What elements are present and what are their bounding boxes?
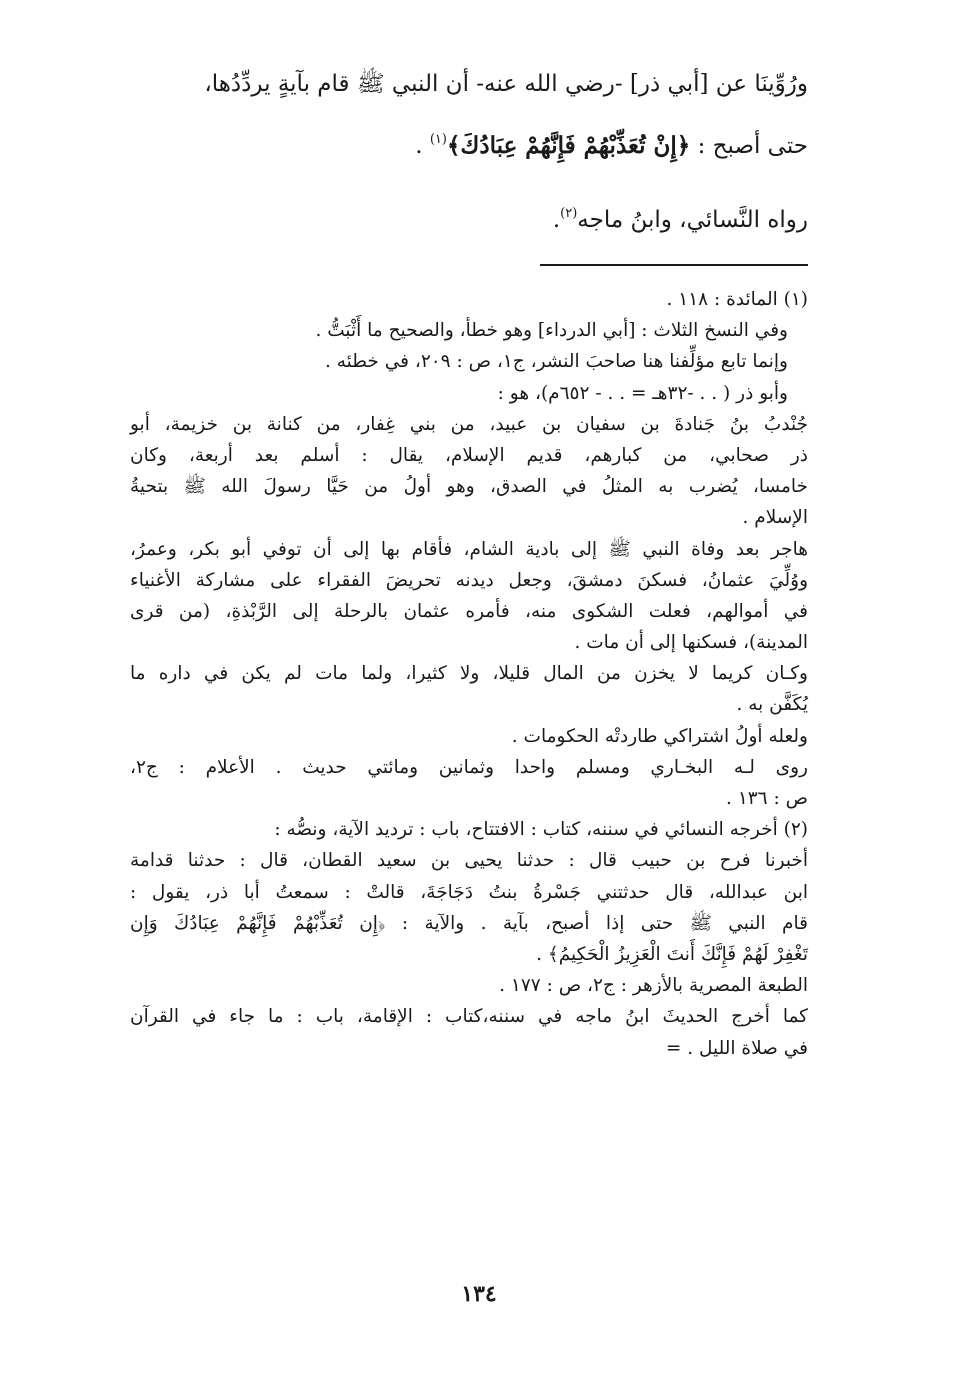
- footnote-line: ووُلِّيَ عثمانُ، فسكنَ دمشقَ، وجعل ديدنه تحريضَ الفقراء على مشاركة الأغنياء: [130, 569, 808, 591]
- main-line-3-suffix: .: [552, 207, 561, 233]
- footnote-line: وأبو ذر ( . . -٣٢هـ = . . - ٦٥٢م)، هو :: [497, 382, 788, 404]
- quran-verse: ﴿إِنْ تُعَذِّبْهُمْ فَإِنَّهُمْ عِبَادُكَ﴾: [446, 132, 691, 159]
- footnote-ref-1[interactable]: (١): [429, 132, 447, 147]
- footnote-line: خامسا، يُضرب به المثلُ في الصدق، وهو أولُ من حَيَّا رسولَ الله ﷺ بتحيةُ: [130, 476, 808, 498]
- page-number: ١٣٤: [461, 1281, 497, 1307]
- footnote-line: ابن عبدالله، قال حدثتني جَسْرةُ بنتُ دَجَاجَةَ، قالتْ : سمعتُ أبا ذر، يقول :: [130, 881, 808, 903]
- footnote-line: ذر صحابي، من كبارهم، قديم الإسلام، يقال : أسلم بعد أربعة، وكان: [130, 444, 808, 466]
- footnote-line: أخبرنا فرح بن حبيب قال : حدثنا يحيى بن سعيد القطان، قال : حدثنا قدامة: [130, 850, 808, 872]
- footnote-line: (١) المائدة : ١١٨ .: [666, 289, 808, 310]
- footnote-line: وإنما تابع مؤلِّفنا هنا صاحبَ النشر، ج١، ص : ٢٠٩، في خطئه .: [324, 351, 788, 373]
- footnote-line: (٢) أخرجه النسائي في سننه، كتاب : الافتتاح، باب : ترديد الآية، ونصُّه :: [274, 819, 808, 841]
- footnote-divider: [540, 264, 808, 266]
- main-line-2-prefix: حتى أصبح :: [690, 133, 808, 159]
- footnote-line: تَغْفِرْ لَهُمْ فَإِنَّكَ أَنتَ الْعَزِيزُ الْحَكِيمُ﴾ .: [536, 943, 808, 965]
- footnote-line: ص : ١٣٦ .: [726, 788, 808, 809]
- footnote-line: وكـان كريما لا يخزن من المال قليلا، ولا كثيرا، ولما مات لم يكن في داره ما: [130, 663, 808, 685]
- footnote-line: الطبعة المصرية بالأزهر : ج٢، ص : ١٧٧ .: [499, 975, 808, 997]
- main-text-line: [148, 186, 808, 242]
- footnote-line: كما أخرج الحديثَ ابنُ ماجه في سننه،كتاب : الإقامة، باب : ما جاء في القرآن: [130, 1006, 808, 1028]
- footnote-line: هاجر بعد وفاة النبي ﷺ إلى بادية الشام، فأقام بها إلى أن توفي أبو بكر، وعمرُ،: [130, 538, 808, 560]
- footnote-line: في صلاة الليل . =: [665, 1037, 808, 1059]
- main-text: [148, 56, 808, 242]
- main-line-3: رواه النَّسائي، وابنُ ماجه: [577, 207, 808, 233]
- footnote-line: جُنْدبُ بنُ جَنادةَ بن سفيان بن عبيد، من بني غِفار، من كنانة بن خزيمة، أبو: [130, 413, 808, 435]
- footnote-line: الإسلام .: [742, 507, 808, 529]
- footnotes: [130, 284, 808, 1064]
- main-text-line: [148, 56, 808, 112]
- footnote-line: وفي النسخ الثلاث : [أبي الدرداء] وهو خطأ، والصحيح ما أَثْبَتُّ .: [315, 320, 788, 342]
- footnote-line: يُكَفَّن به .: [736, 694, 808, 716]
- footnote-line: المدينة)، فسكنها إلى أن مات .: [574, 632, 808, 654]
- main-line-1: ورُوِّينَا عن [أبي ذر] -رضي الله عنه- أن النبي ﷺ قام بآيةٍ يردِّدُها،: [204, 71, 808, 97]
- main-line-2-suffix: .: [415, 133, 430, 159]
- footnote-line: ولعله أولُ اشتراكي طاردتْه الحكومات .: [511, 725, 808, 747]
- footnote-line: قام النبي ﷺ حتى إذا أصبح، بآية . والآية : ﴿إِن تُعَذِّبْهُمْ فَإِنَّهُمْ عِبَادُكَ وَإِن: [130, 912, 808, 934]
- footnote-line: روى لـه البخـاري ومسلم واحدا وثمانين ومائتي حديث . الأعلام : ج٢،: [130, 756, 808, 778]
- footnote-line: في أموالهم، فعلت الشكوى منه، فأمره عثمان بالرحلة إلى الرَّبْذةِ، (من قرى: [130, 600, 808, 622]
- main-text-line: [148, 112, 808, 168]
- footnote-ref-2[interactable]: (٢): [560, 206, 578, 221]
